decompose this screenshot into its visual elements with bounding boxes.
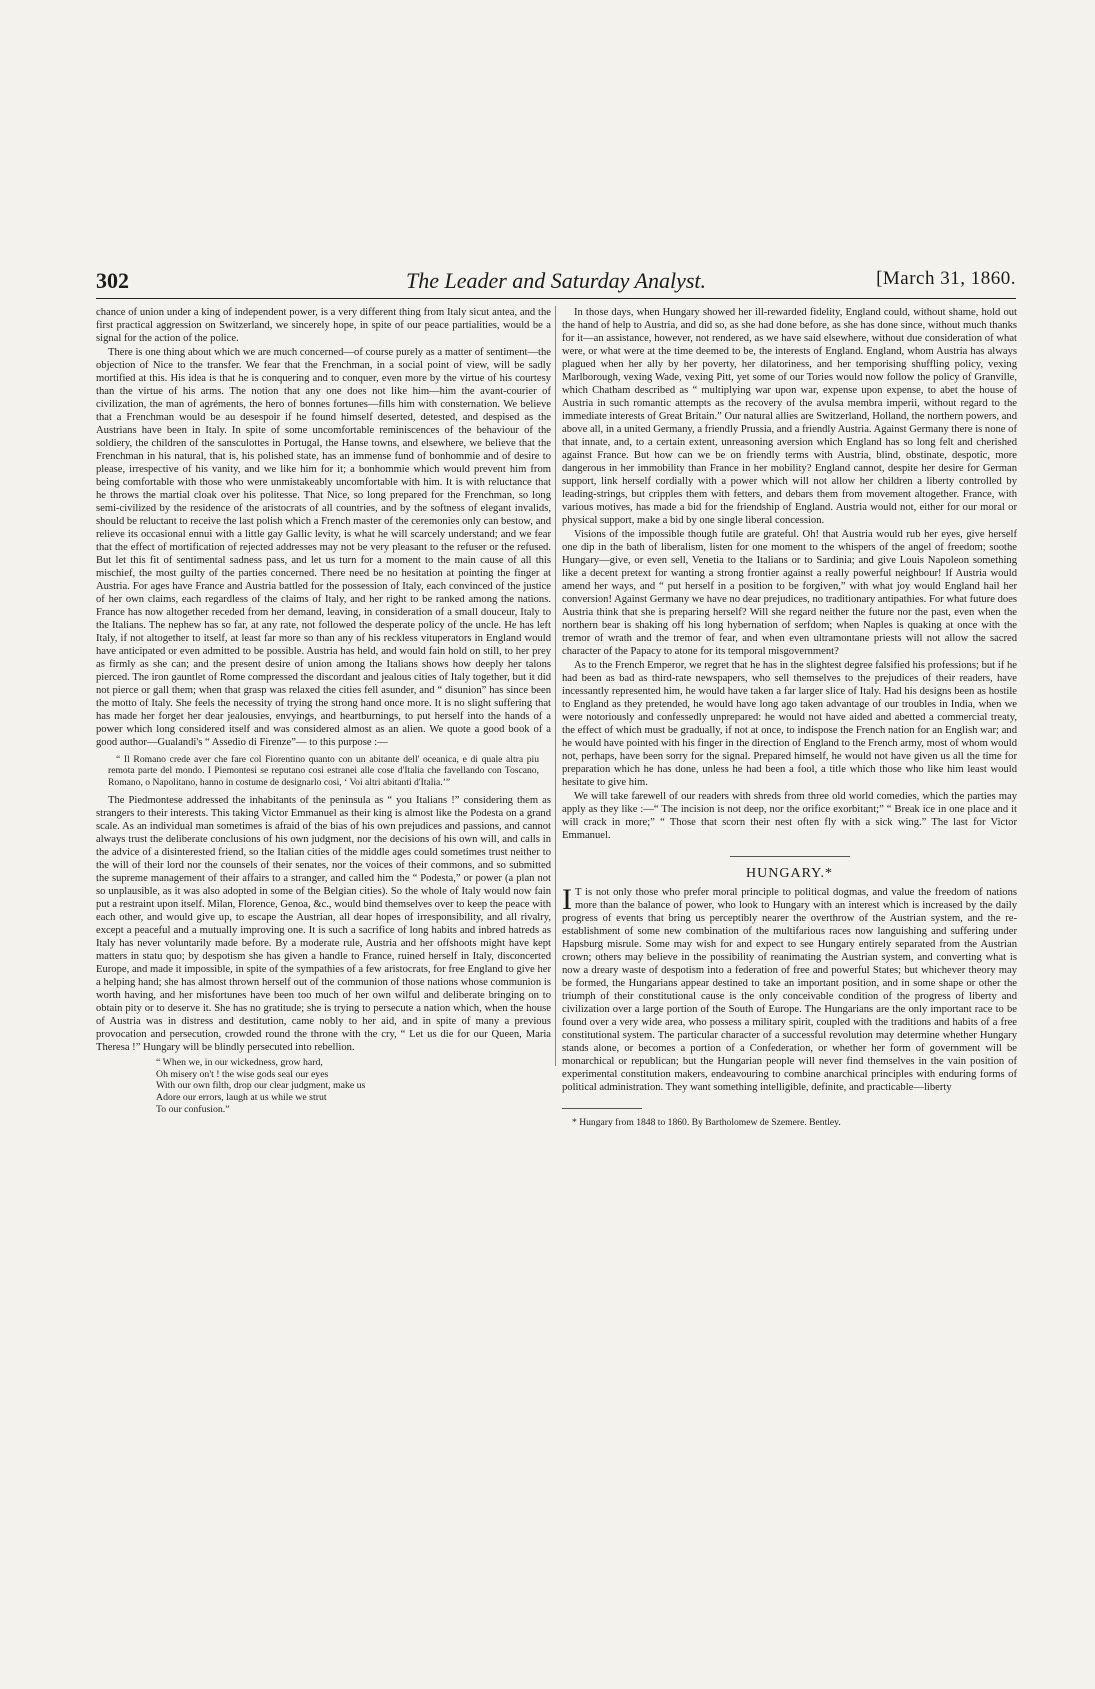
drop-cap: I — [562, 883, 572, 916]
column-divider — [555, 306, 556, 1066]
article-paragraph: There is one thing about which we are much concerned—of course purely as a matter of sentiment—the objection of Nice to the transfer. We fear that the Frenchman, in a social point of view, will be sadly mortified at this. His idea is that he is conquering and to conquer, even more by the virtue of his courtesy than the virtue of his arms. The notion that any one does not like him—him the avant-courier of civilization, the man of agréments, the hero of bonnes fortunes—fills him with consternation. We believe that a Frenchman would be au desespoir if he found himself deserted, detested, and despised as the Austrians have been in Italy. In spite of some uncomfortable reminiscences of the behaviour of the soldiery, the children of the sansculottes in Portugal, the Hanse towns, and elsewhere, we believe that the Frenchman in his natural, that is, his polished state, has an immense fund of bonhommie and of desire to please, irrespective of his vanity, and we like him for it; a bonhommie which would prevent him from being comfortable with those who were unmistakeably uncomfortable with him. It is with reluctance that he throws the martial cloak over his politesse. That Nice, so long prepared for the Frenchman, so long semi-civilized by the residence of the aristocrats of all countries, and by the softness of elegant invalids, should be reluctant to receive the last polish which a French master of the ceremonies only can bestow, and relieve its occasional ennui with a little gay Gallic levity, is what he will scarcely understand; and we fear that the effect of mortification of rejected addresses may not be very pleasant to the refuser or the refused. But let this fit of sentimental sadness pass, and let us turn for a moment to the main cause of all this mischief, the most guilty of the parties concerned. There need be no hesitation at pointing the finger at Austria. For ages have France and Austria battled for the possession of Italy, each convinced of the justice of her own claims, each regardless of the claims of Italy, and her right to be ranked among the nations. France has now altogether receded from her demand, leaving, in consideration of a small douceur, Italy to the Italians. The nephew has so far, at any rate, not followed the desperate policy of the uncle. He has left Italy, if not altogether to itself, at least far more so than any of his reckless vituperators in England would have anticipated or even admitted to be possible. Austria has held, and would fain hold on still, to her prey as firmly as she can; and the present desire of union among the Italians shows how deeply her talons pierced. The iron gauntlet of Rome compressed the discordant and jealous cities of Italy together, but it did not pierce or gall them; when that grasp was relaxed the cities fell asunder, and “ disunion” has since been the motto of Italy. She feels the necessity of trying the strong hand once more. It is no slight suffering that has made her forget her dear jealousies, envyings, and heartburnings, to put herself into the hands of a power which long considered itself and was considered almost as an alien. We quote a good book of a good author—Gualandi's “ Assedio di Firenze”— to this purpose :— — [96, 347, 551, 748]
verse-line: “ When we, in our wickedness, grow hard, — [156, 1057, 323, 1069]
section-heading: HUNGARY.* — [746, 866, 833, 881]
verse-line: With our own filth, drop our clear judgment, make us — [156, 1080, 366, 1092]
section-divider — [730, 856, 850, 857]
issue-date: [March 31, 1860. — [876, 268, 1016, 289]
italian-quotation — [96, 754, 551, 788]
verse-quotation — [156, 1057, 551, 1115]
article-paragraph: As to the French Emperor, we regret that he has in the slightest degree falsified his professions; but if he had been as bad as third-rate newspapers, who sell themselves to the prejudices of their readers, have incessantly represented him, he would have taken a far larger slice of Italy. Had his designs been as hostile to England as they pretended, he would have long ago taken advantage of our troubles in India, when we were notoriously and confessedly unprepared: he would not have aided and abetted a commercial treaty, the effect of which must be gradually, if not at once, to indispose the French nation for an English war; and he would have pointed with his finger in the direction of England to the French army, most of whom would not, perhaps, have been sorry for the signal. Prepared himself, he would not have given us all the time for preparation which he has done, unless he had been a fool, a title which those who like him least would hesitate to give him. — [562, 660, 1017, 788]
footnote: * Hungary from 1848 to 1860. By Bartholomew de Szemere. Bentley. — [572, 1117, 841, 1128]
section-paragraph — [562, 883, 1017, 1094]
article-paragraph: Visions of the impossible though futile are grateful. Oh! that Austria would rub her eyes, give herself one dip in the bath of liberalism, listen for one moment to the whispers of the angel of freedom; soothe Hungary—give, or even sell, Venetia to the Italians or to Sardinia; and give Louis Napoleon something like a decent pretext for wanting a strong frontier against a really powerful neighbour! If Austria would amend her ways, and “ put herself in a position to be forgiven,” with what joy would England hail her conversion! Against Germany we have no dear prejudices, no traditionary antipathies. For what future does Austria think that she is preparing herself? Will she regard neither the future nor the past, even when the northern bear is shaking off his long hybernation of serfdom; when Naples is quaking at once with the tremor of wrath and the tremor of fear, and when even ultramontane priests will not allow the sacred character of the Papacy to atone for its temporal misgovernment? — [562, 529, 1017, 657]
page-header — [96, 268, 1016, 299]
article-paragraph: The Piedmontese addressed the inhabitants of the peninsula as “ you Italians !” considering them as strangers to their interests. This taking Victor Emmanuel as their king is almost like the Podesta on a grand scale. As an individual man sometimes is afraid of the bias of his own prejudices and passions, and cannot always trust the deliberate conclusions of his own judgment, nor the decisions of his own will, and calls in the advice of a disinterested friend, so the Italian cities of the middle ages could sometimes trust neither to the will of their lord nor the counsels of their senates, nor the voices of their commons, and so submitted the supreme management of their affairs to a stranger, and called him the “ Podesta,” or power (a plan not so unplausible, as it was also adopted in some of the Belgian cities). So the whole of Italy would now fain put a restraint upon itself. Milan, Florence, Genoa, &c., would bind themselves over to keep the peace with each other, and would give up, to escape the Austrian, all dear hopes of irresponsibility, and all rivalry, except a peaceful and a mutually improving one. It is such a sacrifice of long habits and inbred hatreds as Italy has never voluntarily made before. By a moderate rule, Austria and her offshoots might have kept matters in statu quo; by despotism she has given a handle to France, ruined herself in Italy, disconcerted Europe, and made it impossible, in spite of the sympathies of a few aristocrats, for free England to give her a helping hand; she has almost thrown herself out of the communion of those nations whose communion is worth having, and her misfortunes have been too much of her own wilful and deliberate bringing on to obtain pity or to deserve it. She has no gratitude; she is trying to persecute a nation which, when the house of Austria was in distress and destitution, came nobly to her aid, and in spite of many a previous provocation and persecution, crowded round the throne with the cry, “ Let us die for our Queen, Maria Theresa !” Hungary will be blindly persecuted into rebellion. — [96, 795, 551, 1054]
article-paragraph: We will take farewell of our readers with shreds from three old world comedies, which the parties may apply as they like :—“ The incision is not deep, nor the orifice exorbitant;” “ Break ice in one place and it will crack in more;” “ Those that scorn their nest often fly with a sick wing.” The last for Victor Emmanuel. — [562, 791, 1017, 841]
footnote-divider — [562, 1108, 642, 1109]
masthead-title: The Leader and Saturday Analyst. — [405, 268, 707, 293]
verse-line: Adore our errors, laugh at us while we strut — [156, 1092, 327, 1103]
article-paragraph: chance of union under a king of independent power, is a very different thing from Italy sicut antea, and the first practical aggression on Switzerland, we sincerely hope, in spite of our peace partialities, would be a signal for the action of the police. — [96, 307, 551, 344]
section-text: T is not only those who prefer moral principle to political dogmas, and value the freedom of nations more than the balance of power, who look to Hungary with an interest which is increased by the daily progress of events that bring us perceptibly nearer the overthrow of the Austrian system, and the re-establishment of some new combination of the multifarious races now languishing and suffering under Hapsburg misrule. Some may wish for and expect to see Hungary entirely separated from the Austrian crown; others may believe in the possibility of reanimating the Austrian system, and converting what is now a dreary waste of despotism into a federation of free and powerful States; but whichever theory may be formed, the Hungarians appear destined to take an important position, and in some shape or other the triumph of their constitutional cause is the only conceivable condition of the progress of liberty and civilization over a large portion of the South of Europe. The Hungarians are the only important race to be found over a very wide area, who possess a military spirit, coupled with the traditions and habits of a free constitutional system. The particular character of a successful revolution may determine whether Hungary stands alone, or becomes a portion of a Confederation, or whether her form of government will be monarchical or republican; but the Hungarian people will never find themselves in the vain position of experimental constitution makers, endeavouring to combine anarchical principles with enduring forms of political administration. They want something intelligible, definite, and practicable—liberty — [562, 887, 1017, 1093]
verse-line: Oh misery on't ! the wise gods seal our eyes — [156, 1068, 329, 1080]
left-column — [96, 306, 551, 1568]
page-number: 302 — [96, 268, 129, 293]
verse-line: To our confusion.” — [156, 1103, 230, 1115]
right-column — [562, 306, 1017, 1631]
quotation-text: “ Il Romano crede aver che fare col Fiorentino quanto con un abitante dell' oceanica, e di quale altra piu remota parte del mondo. I Piemontesi se reputano cosi estranei alle cose d'Italia che favellando con Toscano, Romano, o Napolitano, hanno in costume de designarlo cosi, ‘ Voi altri abitanti d'Italia.’” — [108, 754, 539, 788]
article-paragraph: In those days, when Hungary showed her ill-rewarded fidelity, England could, without shame, hold out the hand of help to Austria, and did so, as she had done before, as she has done since, without much thanks for it—an assistance, however, not rendered, as we have said elsewhere, without due consideration of what were, or what were at the time deemed to be, the interests of England. England, whom Austria has always plagued when her ally by her poverty, her dilatoriness, and her temporising shuffling policy, vexing Marlborough, vexing Wade, vexing Pitt, yet some of our Tories would now follow the policy of Granville, which Chatham described as “ multiplying war upon war, expense upon expense, to abet the house of Austria in such romantic attempts as the recovery of the avulsa membra imperii, without regard to the immediate interests of Great Britain.” Our natural allies are Switzerland, Holland, the northern powers, and above all, in a united Germany, a friendly Prussia, and a friendly Austria. Against Germany there is none of that innate, and, to a certain extent, unreasoning aversion which England has so long felt and cherished against France. But how can we be on friendly terms with Austria, blind, obstinate, despotic, more dangerous in her immobility than France in her mobility? England cannot, despite her desire for German support, link herself cordially with a power which will not allow her children a liberty controlled by leading-strings, but cripples them with fetters, and debars them from movement altogether. France, with various motives, has made a bid for the friendship of England. Austria would not, either for our moral or physical support, make a bid by one single liberal concession. — [562, 307, 1017, 526]
